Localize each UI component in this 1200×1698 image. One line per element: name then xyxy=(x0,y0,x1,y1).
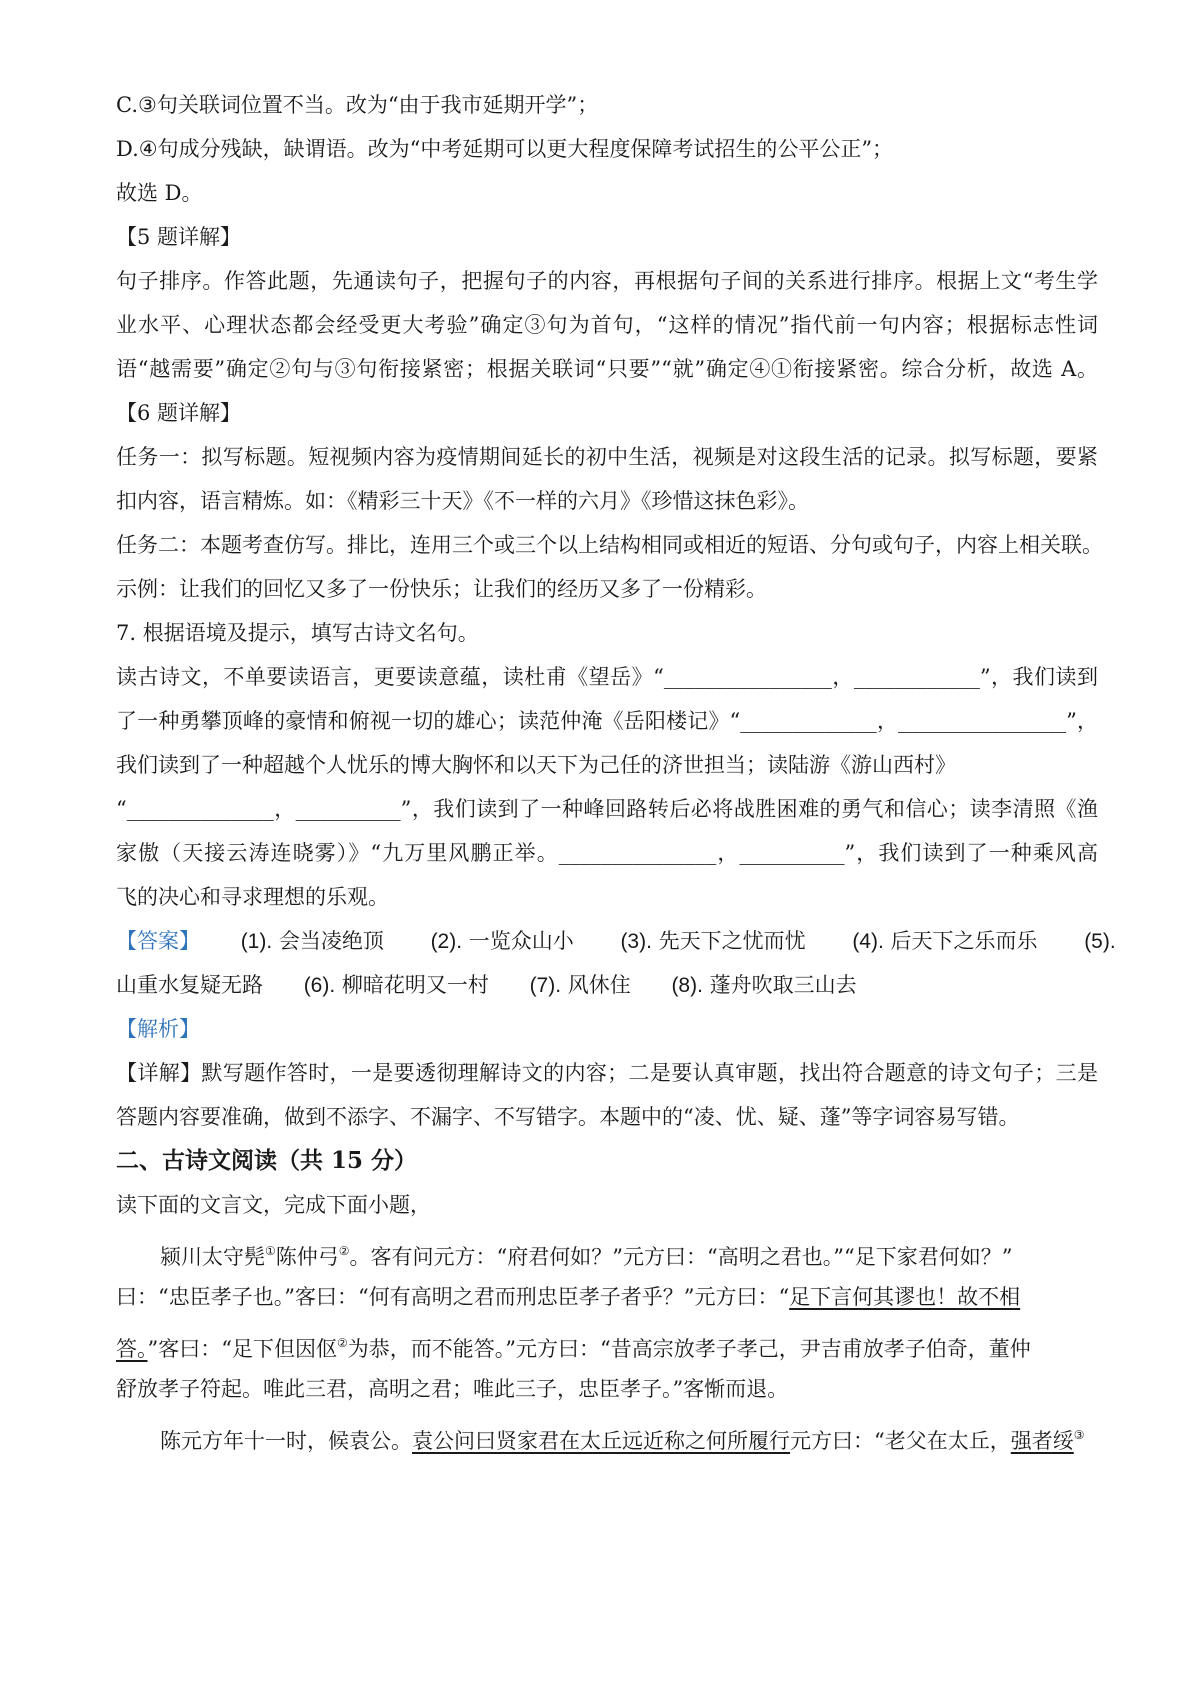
q7-text-line-4: “______________，__________”，我们读到了一种峰回路转后必将战胜困难的勇气和信心；读李清照《渔 xyxy=(116,797,1098,821)
q6-heading: 【6 题详解】 xyxy=(116,401,242,425)
q7-text-line-5: 家傲（天接云涛连晓雾）》“九万里风鹏正举。_______________，__________”，我们读到了一种乘风高 xyxy=(116,841,1098,865)
detail-line-1: 【详解】默写题作答时，一是要透彻理解诗文的内容；二是要认真审题，找出符合题意的诗文句子；三是 xyxy=(116,1061,1098,1085)
answer-item-2: (2). 一览众山小 xyxy=(430,929,574,953)
answer-item-3: (3). 先天下之忧而忧 xyxy=(620,929,806,953)
q6-task1-line-1: 任务一：拟写标题。短视频内容为疫情期间延长的初中生活，视频是对这段生活的记录。拟写标题，要紧 xyxy=(116,445,1098,469)
classical-line-1: 颍川太守髡①陈仲弓②。客有问元方：“府君何如？”元方曰：“高明之君也。”“足下家君何如？” xyxy=(160,1244,1013,1269)
underlined-phrase-3: 强者绥 xyxy=(1010,1429,1074,1453)
q7-text-line-1: 读古诗文，不单要读语言，更要读意蕴，读杜甫《望岳》“________________，____________”，我们读到 xyxy=(116,665,1098,689)
q7-text-line-2: 了一种勇攀顶峰的豪情和俯视一切的雄心；读范仲淹《岳阳楼记》“_____________，________________”， xyxy=(116,709,1098,733)
classical-line-3: 答。”客曰：“足下但因伛②为恭，而不能答。”元方曰：“昔高宗放孝子孝己，尹吉甫放孝子伯奇，董仲 xyxy=(116,1336,1031,1361)
classical-line-5: 陈元方年十一时，候袁公。袁公问曰贤家君在太丘远近称之何所履行元方曰：“老父在太丘，强者绥③ xyxy=(160,1428,1085,1453)
q7-prompt: 7. 根据语境及提示，填写古诗文名句。 xyxy=(116,621,479,645)
answer-item-8: (8). 蓬舟吹取三山去 xyxy=(671,973,857,997)
answer-line-d: D.④句成分残缺，缺谓语。改为“中考延期可以更大程度保障考试招生的公平公正”； xyxy=(116,137,894,161)
classical-line-2: 曰：“忠臣孝子也。”客曰：“何有高明之君而刑忠臣孝子者乎？”元方曰：“足下言何其谬也！故不相 xyxy=(116,1285,1021,1309)
underlined-sentence-1: 足下言何其谬也！故不相 xyxy=(789,1285,1021,1309)
q6-task1-line-2: 扣内容，语言精炼。如：《精彩三十天》《不一样的六月》《珍惜这抹色彩》。 xyxy=(116,489,809,513)
answer-item-7: (7). 风休住 xyxy=(529,973,631,997)
underlined-sentence-2: 袁公问曰贤家君在太丘远近称之何所履行 xyxy=(412,1429,790,1453)
q5-heading: 【5 题详解】 xyxy=(116,225,242,249)
q7-text-line-3: 我们读到了一种超越个人忧乐的博大胸怀和以天下为己任的济世担当；读陆游《游山西村》 xyxy=(116,753,956,777)
q5-text-line-2: 业水平、心理状态都会经受更大考验”确定③句为首句，“这样的情况”指代前一句内容；根据标志性词 xyxy=(116,313,1098,337)
q7-text-line-6: 飞的决心和寻求理想的乐观。 xyxy=(116,885,389,909)
answer-line-c: C.③句关联词位置不当。改为“由于我市延期开学”； xyxy=(116,93,599,117)
answer-label: 【答案】 xyxy=(116,929,200,953)
answer-item-5-num: (5). xyxy=(1084,930,1116,953)
reading-instruction: 读下面的文言文，完成下面小题， xyxy=(116,1193,431,1217)
q5-text-line-3: 语“越需要”确定②句与③句衔接紧密；根据关联词“只要”“就”确定④①衔接紧密。综合分析，故选 A。 xyxy=(116,357,1098,381)
q6-task2-line-1: 任务二：本题考查仿写。排比，连用三个或三个以上结构相同或相近的短语、分句或句子，内容上相关联。 xyxy=(116,533,1103,557)
answer-row-2 xyxy=(116,970,857,1001)
q6-task2-line-2: 示例：让我们的回忆又多了一份快乐；让我们的经历又多了一份精彩。 xyxy=(116,577,767,601)
answer-row-1 xyxy=(116,926,1116,957)
answer-item-1: (1). 会当凌绝顶 xyxy=(240,929,384,953)
detail-line-2: 答题内容要准确，做到不添字、不漏字、不写错字。本题中的“凌、忧、疑、蓬”等字词容易写错。 xyxy=(116,1105,1020,1129)
answer-item-5-text: 山重水复疑无路 xyxy=(116,973,263,997)
classical-line-4: 舒放孝子符起。唯此三君，高明之君；唯此三子，忠臣孝子。”客惭而退。 xyxy=(116,1377,789,1401)
q5-text-line-1: 句子排序。作答此题，先通读句子，把握句子的内容，再根据句子间的关系进行排序。根据上文“考生学 xyxy=(116,269,1098,293)
analysis-label: 【解析】 xyxy=(116,1017,200,1041)
section-heading: 二、古诗文阅读（共 15 分） xyxy=(116,1147,418,1174)
conclusion-line: 故选 D。 xyxy=(116,181,203,205)
answer-item-4: (4). 后天下之乐而乐 xyxy=(852,929,1038,953)
answer-item-6: (6). 柳暗花明又一村 xyxy=(303,973,489,997)
